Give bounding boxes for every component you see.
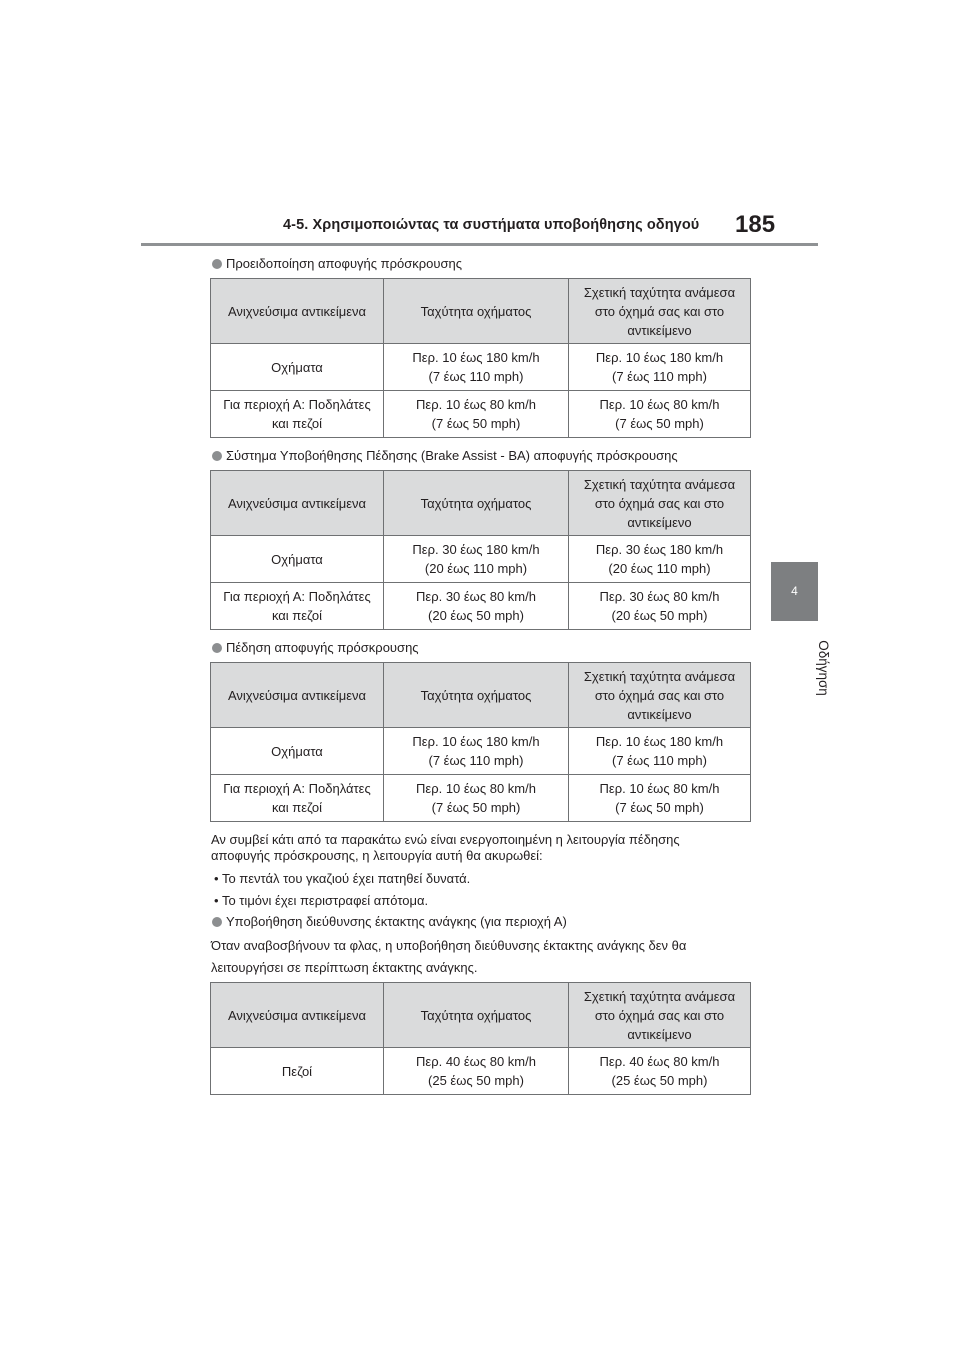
relative-speed-cell [569,1048,751,1095]
cancel-note-line: Αν συμβεί κάτι από τα παρακάτω ενώ είναι ενεργοποιημένη η λειτουργία πέδησης [211,832,680,847]
steering-note [211,935,686,979]
speed-mph: (20 έως 50 mph) [611,608,708,623]
chapter-label: Οδήγηση [816,640,831,696]
list-item: • Το πεντάλ του γκαζιού έχει πατηθεί δυνατά. [214,871,471,886]
list-item-text: Το τιμόνι έχει περιστραφεί απότομα. [221,893,429,908]
speed-mph: (20 έως 110 mph) [608,561,711,576]
list-item: • Το τιμόνι έχει περιστραφεί απότομα. [214,893,429,908]
speed-mph: (7 έως 50 mph) [615,800,704,815]
object-cell: Για περιοχή Α: Ποδηλάτες και πεζοί [211,775,384,822]
speed-mph: (7 έως 110 mph) [428,369,524,384]
speed-mph: (7 έως 110 mph) [612,753,707,768]
speed-kmh: Περ. 10 έως 80 km/h [599,397,720,412]
object-cell: Οχήματα [211,344,384,391]
vehicle-speed-cell [384,583,569,630]
object-cell: Για περιοχή Α: Ποδηλάτες και πεζοί [211,391,384,438]
section-heading-text: Πέδηση αποφυγής πρόσκρουσης [226,640,419,655]
column-header-objects: Ανιχνεύσιμα αντικείμενα [211,663,384,728]
page-number: 185 [735,211,776,238]
relative-speed-cell [569,728,751,775]
object-cell: Για περιοχή Α: Ποδηλάτες και πεζοί [211,583,384,630]
vehicle-speed-cell [384,391,569,438]
spec-table [210,278,751,438]
speed-mph: (20 έως 50 mph) [428,608,524,623]
column-header-vehicle-speed: Ταχύτητα οχήματος [384,279,569,344]
column-header-relative-speed: Σχετική ταχύτητα ανάμεσα στο όχημά σας και στο αντικείμενο [569,471,751,536]
speed-kmh: Περ. 30 έως 80 km/h [416,589,536,604]
speed-kmh: Περ. 30 έως 80 km/h [599,589,720,604]
table-header-row [211,471,751,536]
table-row [211,536,751,583]
section-heading [212,256,462,271]
speed-mph: (25 έως 50 mph) [428,1073,524,1088]
table-row [211,775,751,822]
column-header-relative-speed: Σχετική ταχύτητα ανάμεσα στο όχημά σας και στο αντικείμενο [569,983,751,1048]
relative-speed-cell [569,536,751,583]
section-heading [212,640,419,655]
speed-kmh: Περ. 40 έως 80 km/h [416,1054,536,1069]
object-cell: Οχήματα [211,728,384,775]
section-heading [212,914,567,929]
table-header-row [211,663,751,728]
relative-speed-cell [569,344,751,391]
table-row [211,583,751,630]
object-cell: Πεζοί [211,1048,384,1095]
bullet-icon [212,917,222,927]
object-cell: Οχήματα [211,536,384,583]
vehicle-speed-cell [384,1048,569,1095]
header-divider [141,243,818,246]
vehicle-speed-cell [384,728,569,775]
table-row [211,391,751,438]
column-header-relative-speed: Σχετική ταχύτητα ανάμεσα στο όχημά σας και στο αντικείμενο [569,663,751,728]
column-header-vehicle-speed: Ταχύτητα οχήματος [384,471,569,536]
section-heading-text: Υποβοήθηση διεύθυνσης έκτακτης ανάγκης (για περιοχή Α) [226,914,567,929]
steering-note-line: Όταν αναβοσβήνουν τα φλας, η υποβοήθηση διεύθυνσης έκτακτης ανάγκης δεν θα [211,938,687,953]
column-header-objects: Ανιχνεύσιμα αντικείμενα [211,983,384,1048]
speed-kmh: Περ. 10 έως 80 km/h [599,781,720,796]
section-title: 4-5. Χρησιμοποιώντας τα συστήματα υποβοήθησης οδηγού [283,217,700,233]
chapter-number: 4 [791,584,798,598]
cancel-note-line: αποφυγής πρόσκρουσης, η λειτουργία αυτή θα ακυρωθεί: [211,848,543,863]
speed-mph: (7 έως 50 mph) [615,416,704,431]
bullet-icon [212,643,222,653]
table-header-row [211,279,751,344]
relative-speed-cell [569,583,751,630]
speed-mph: (20 έως 110 mph) [424,561,528,576]
section-heading-text: Σύστημα Υποβοήθησης Πέδησης (Brake Assist - BA) αποφυγής πρόσκρουσης [226,448,678,463]
table-row [211,344,751,391]
speed-kmh: Περ. 10 έως 180 km/h [595,734,724,749]
speed-kmh: Περ. 10 έως 180 km/h [595,350,724,365]
spec-table [210,662,751,822]
spec-table [210,982,751,1095]
relative-speed-cell [569,391,751,438]
column-header-relative-speed: Σχετική ταχύτητα ανάμεσα στο όχημά σας και στο αντικείμενο [569,279,751,344]
speed-kmh: Περ. 10 έως 80 km/h [416,781,536,796]
speed-kmh: Περ. 30 έως 180 km/h [412,542,540,557]
speed-kmh: Περ. 10 έως 80 km/h [416,397,536,412]
list-item-text: Το πεντάλ του γκαζιού έχει πατηθεί δυνατά. [221,871,471,886]
speed-mph: (7 έως 50 mph) [431,416,521,431]
vehicle-speed-cell [384,344,569,391]
vehicle-speed-cell [384,775,569,822]
column-header-vehicle-speed: Ταχύτητα οχήματος [384,983,569,1048]
speed-kmh: Περ. 30 έως 180 km/h [595,542,724,557]
section-heading-text: Προειδοποίηση αποφυγής πρόσκρουσης [226,256,463,271]
speed-mph: (7 έως 50 mph) [431,800,521,815]
steering-note-line: λειτουργήσει σε περίπτωση έκτακτης ανάγκης. [211,960,478,975]
relative-speed-cell [569,775,751,822]
section-heading [212,448,678,463]
speed-mph: (25 έως 50 mph) [611,1073,708,1088]
table-row [211,1048,751,1095]
bullet-icon [212,451,222,461]
cancel-note [211,832,680,864]
column-header-objects: Ανιχνεύσιμα αντικείμενα [211,279,384,344]
spec-table [210,470,751,630]
bullet-icon [212,259,222,269]
column-header-objects: Ανιχνεύσιμα αντικείμενα [211,471,384,536]
vehicle-speed-cell [384,536,569,583]
speed-kmh: Περ. 40 έως 80 km/h [599,1054,720,1069]
table-header-row [211,983,751,1048]
speed-kmh: Περ. 10 έως 180 km/h [412,734,540,749]
column-header-vehicle-speed: Ταχύτητα οχήματος [384,663,569,728]
speed-mph: (7 έως 110 mph) [428,753,524,768]
speed-mph: (7 έως 110 mph) [612,369,707,384]
speed-kmh: Περ. 10 έως 180 km/h [412,350,540,365]
table-row [211,728,751,775]
